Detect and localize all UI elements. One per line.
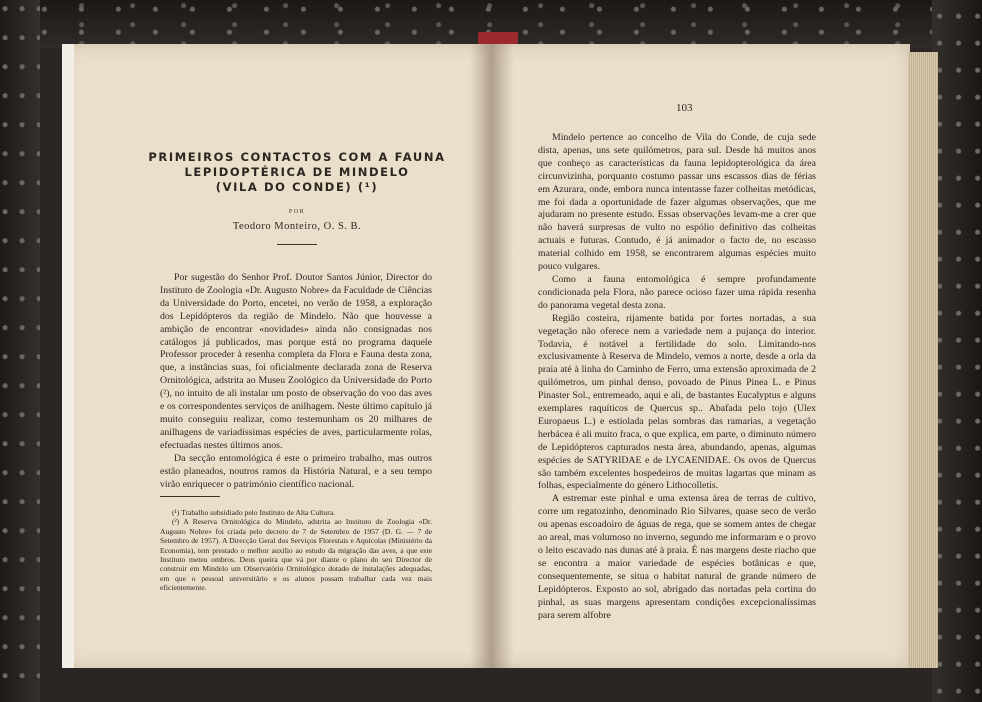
footnote-rule	[160, 496, 220, 497]
page-number: 103	[676, 102, 693, 114]
page-edges	[908, 52, 938, 668]
book-gutter	[470, 44, 514, 668]
left-paragraph-2: Da secção entomológica é este o primeiro trabalho, mas outros estão planeados, noutros ramos da História Natural, e a seu tempo virão enriquecer o património científico nacional.	[160, 452, 432, 490]
right-body-text	[538, 132, 816, 622]
author-name: Teodoro Monteiro, O. S. B.	[232, 221, 362, 232]
article-title-line-3: (VILA DO CONDE) (¹)	[215, 180, 379, 194]
byline-por: POR	[288, 209, 306, 215]
binding-marble-right	[932, 0, 982, 702]
footnote-1: (¹) Trabalho subsidiado pelo Instituto de Alta Cultura.	[172, 508, 335, 517]
left-paragraph-1: Por sugestão do Senhor Prof. Doutor Santos Júnior, Director do Instituto de Zoologia «Dr. Augusto Nobre» da Faculdade de Ciências da Universidade do Porto, encetei, no verão de 1958, a exploração dos Lepidópteros da região de Mindelo. Não que houvesse a ambição de encontrar «novidades» ainda não consignadas nos catálogos já publicados, mas porque está no programa daquele Professor proceder à resenha completa da Flora e Fauna desta zona, que, a instâncias suas, foi oficialmente declarada zona de Reserva Ornitológica, adstrita ao Museu Zoológico da Universidade do Porto (²), no intuito de ali instalar um posto de observação do voo das aves e os correspondentes serviços de anilhagem. Neste último capítulo já muito conseguiu realizar, como testemunham os 20 milhares de anilhagens de variadíssimas espécies de aves, particularmente rolas, efectuadas nestes últimos anos.	[160, 272, 432, 451]
right-paragraph-3: Região costeira, rijamente batida por fortes nortadas, a sua vegetação não oferece nem a variedade nem a pujança do interior. Todavia, é notável a fertilidade do solo. Limitando-nos exclusivamente à Reserva de Mindelo, vemos a norte, desde a orla da praia até à linha do Caminho de Ferro, uma extensão aproximada de 2 quilómetros, um pinhal denso, povoado de Pinus Pinea L. e Pinus Pinaster Sol., entremeado, aqui e ali, de bastantes Eucalyptus e alguns exemplares raquíticos de Quercus sp.. Abafada pelo tojo (Ulex Europaeus L.) e estiolada pelas sombras das ramarias, a vegetação herbácea é ali muito fraca, o que explica, em parte, o diminuto número de Lepidópteros capturados nesta área, abundando, apenas, algumas espécies de SATYRIDAE e de LYCAENIDAE. Os ovos de Quercus são também excelentes hospedeiros de muitas lagartas que minam as folhas, especialmente do género Lithocolletis.	[538, 312, 816, 492]
footnote-2: (²) A Reserva Ornitológica do Mindelo, adstrita ao Instituto de Zoologia «Dr. Augusto Nobre» foi criada pelo decreto de 7 de Setembro de 1957 (D. G. — 7 de Setembro de 1957). A Direcção Geral dos Serviços Florestais e Aquícolas (Ministério da Economia), tem prestado o melhor auxílio ao estudo da migração das aves, a que este Instituto meteu ombros. Deus queira que vá por diante o plano do seu Director de construir em Mindelo um Observatório Ornitológico dotado de instalações adequadas, em que o pessoal universitário e os alunos possam trabalhar cada vez mais eficientemente.	[160, 517, 432, 593]
left-page-edge-strip	[62, 44, 74, 668]
article-title-line-2: LEPIDOPTÉRICA DE MINDELO	[184, 165, 410, 179]
footnotes	[160, 508, 432, 593]
title-rule	[277, 244, 317, 245]
right-paragraph-4: A estremar este pinhal e uma extensa área de terras de cultivo, corre um regatozinho, denominado Rio Silvares, quase seco de verão ou apenas escoadoiro de águas de rega, que se somem antes de chegar ao areal, mas volumoso no inverno, segundo me informaram e o provo o leito escavado nas dunas até à praia. É nas margens deste riacho que se encontra a maior variedade de espécies botânicas e que, consequentemente, se situa o habitat natural de grande número de Lepidópteros. Exposto ao sol, abrigado das nortadas pela cortina do pinhal, as suas margens apresentam condições excepcionalíssimas para serem alfobre	[538, 493, 816, 621]
right-paragraph-2: Como a fauna entomológica é sempre profundamente condicionada pela Flora, não parece ocioso fazer uma rápida resenha do panorama vegetal desta zona.	[538, 273, 816, 311]
article-title-line-1: PRIMEIROS CONTACTOS COM A FAUNA	[148, 150, 446, 164]
right-paragraph-1: Mindelo pertence ao concelho de Vila do Conde, de cuja sede dista, apenas, uns sete quilómetros, para sul. Desde há muitos anos que conheço as características da fauna lepidopterológica da área circunvizinha, porquanto costumo passar uns escassos dias de férias em Azurara, onde, embora nunca intentasse fazer colheitas metódicas, me foi dada a oportunidade de fazer algumas observações, que me ajudaram no presente estudo. Essas observações levam-me a crer que não haverá surpresas de vulto no espólio definitivo das colheitas actuais e futuras. Contudo, é já animador o facto de, no escasso material colhido em 1958, se encontrarem algumas espécies muito pouco vulgares.	[538, 132, 816, 273]
binding-marble-left	[0, 0, 40, 702]
left-body-text	[160, 272, 432, 491]
spine-red-edge	[478, 32, 518, 44]
article-title-block	[132, 150, 462, 245]
